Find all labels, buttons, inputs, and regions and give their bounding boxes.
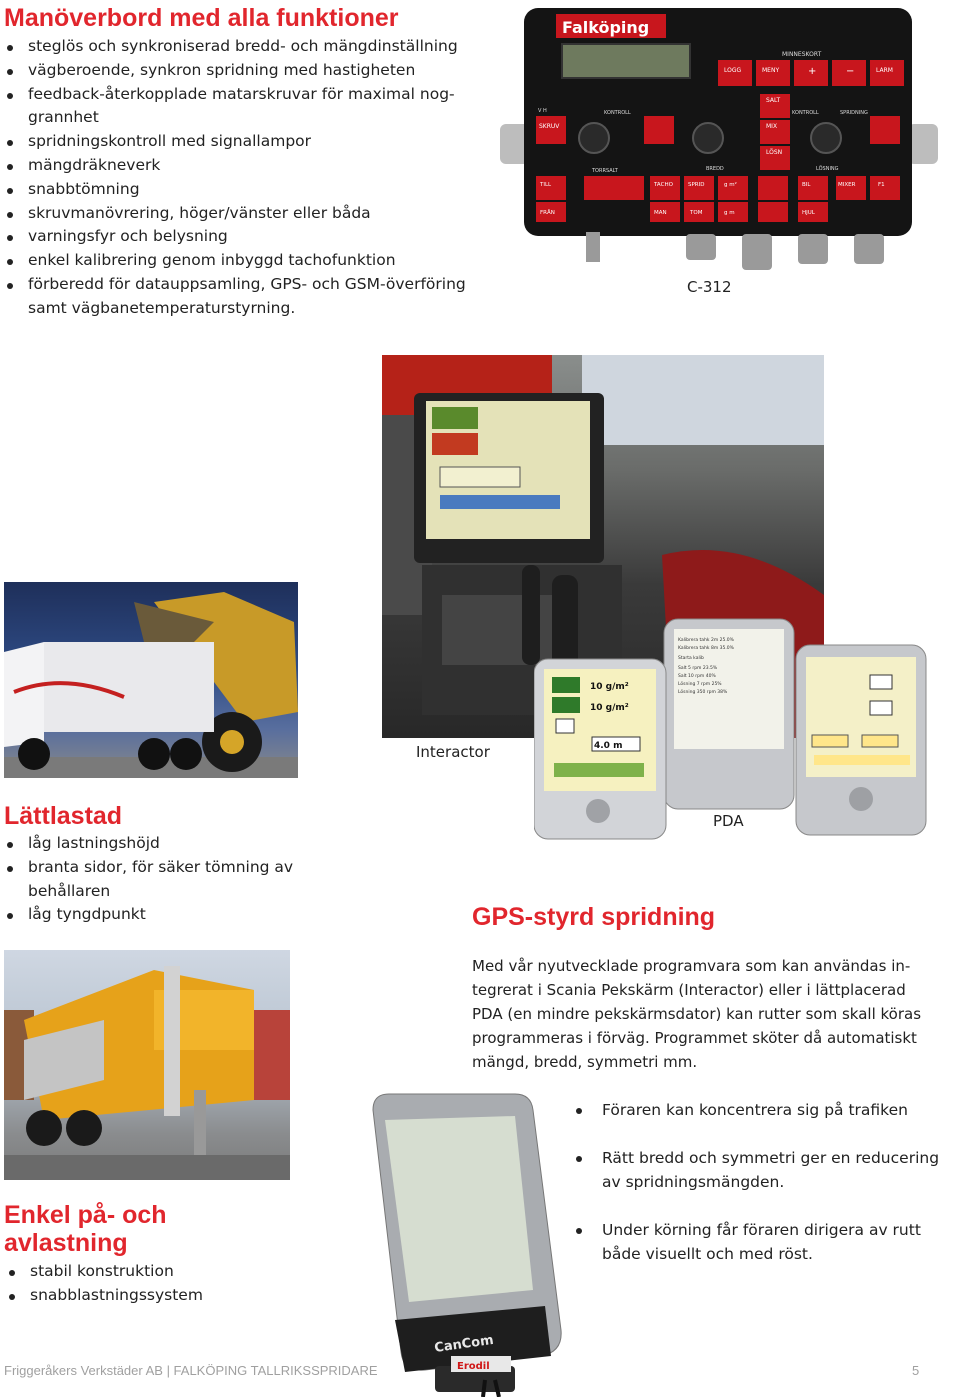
svg-text:TORRSALT: TORRSALT [592,168,618,174]
list-item: enkel kalibrering genom inbyggd tachofunktion [4,249,474,273]
svg-text:SKRUV: SKRUV [539,123,560,130]
svg-text:KONTROLL: KONTROLL [604,110,631,116]
svg-text:LÖSNING: LÖSNING [816,166,839,172]
list-item: feedback-återkopplade matarskruvar för maximal nog- grannhet [4,83,474,131]
panel-brand: Falköping [562,18,650,37]
list-item: spridningskontroll med signallampor [4,130,474,154]
svg-text:LARM: LARM [876,67,893,74]
svg-text:Lösning 350 rpm 38%: Lösning 350 rpm 38% [678,690,728,695]
pda-photo [534,615,934,840]
svg-text:HJUL: HJUL [802,210,815,216]
control-panel-photo [496,4,944,274]
svg-text:Erodil: Erodil [457,1361,490,1372]
svg-text:g m: g m [724,210,735,216]
lattlastad-title: Lättlastad [4,802,123,830]
svg-text:KONTROLL: KONTROLL [792,110,819,116]
list-item: steglös och synkroniserad bredd- och mängdinställning [4,35,474,59]
gps-paragraph: Med vår nyutvecklade programvara som kan användas in- tegrerat i Scania Pekskärm (Interactor) eller i lättplacerad PDA (en mindre pekskärmsdator) kan rutter som skall köras programmeras i förväg. Programmet sköter då automatiskt mängd, bredd, symmetri mm. [472,957,922,1071]
svg-text:−: − [846,66,855,77]
list-item: snabbtömning [4,178,474,202]
spreader-photo [4,950,290,1180]
svg-text:LOGG: LOGG [724,67,742,74]
svg-text:g m²: g m² [724,182,737,188]
loader-photo [4,582,298,778]
list-item: Rätt bredd och symmetri ger en reducering av spridningsmängden. [574,1146,944,1194]
enkel-list [6,1260,306,1308]
c312-caption: C-312 [687,278,732,296]
svg-text:F1: F1 [878,182,885,188]
svg-text:Lösning 7 rpm 25%: Lösning 7 rpm 25% [678,682,722,687]
svg-text:TACHO: TACHO [654,182,673,188]
svg-text:V H: V H [538,108,547,114]
enkel-title: Enkel på- och avlastning [4,1201,167,1257]
svg-text:MAN: MAN [654,210,667,216]
svg-text:LÖSN: LÖSN [766,149,783,156]
svg-text:Starta kalib: Starta kalib [678,656,704,661]
list-item: mängdräkneverk [4,154,474,178]
svg-text:TILL: TILL [540,182,552,188]
svg-text:Salt 10 rpm 40%: Salt 10 rpm 40% [678,674,716,679]
svg-text:Salt 5 rpm 23.5%: Salt 5 rpm 23.5% [678,666,718,671]
list-item: låg lastningshöjd [4,832,304,856]
svg-text:+: + [808,66,817,77]
list-item: Under körning får föraren dirigera av rutt både visuellt och med röst. [574,1218,944,1266]
svg-text:TOM: TOM [690,210,703,216]
pda-caption: PDA [713,812,744,830]
gps-list [574,1098,944,1290]
svg-text:BIL: BIL [802,182,811,188]
list-item: stabil konstruktion [6,1260,306,1284]
features-list [4,35,474,321]
features-title: Manöverbord med alla funktioner [4,4,399,32]
list-item: Föraren kan koncentrera sig på trafiken [574,1098,944,1122]
svg-text:SPRID: SPRID [688,182,705,188]
interactor-caption: Interactor [416,743,490,761]
svg-text:Kalibrera tahk 2m 25.0%: Kalibrera tahk 2m 25.0% [678,638,734,643]
svg-text:10 g/m²: 10 g/m² [590,682,629,692]
lattlastad-list [4,832,304,927]
svg-text:MENY: MENY [762,67,780,74]
footer-text: Friggeråkers Verkstäder AB | FALKÖPING TALLRIKSSPRIDARE [4,1363,378,1378]
svg-text:FRÅN: FRÅN [540,210,555,216]
svg-text:MINNESKORT: MINNESKORT [782,51,822,58]
svg-text:10 g/m²: 10 g/m² [590,703,629,713]
svg-text:4.0 m: 4.0 m [594,741,623,751]
gps-title: GPS-styrd spridning [472,903,716,931]
list-item: vägberoende, synkron spridning med hastigheten [4,59,474,83]
svg-text:MIXER: MIXER [838,182,856,188]
list-item: varningsfyr och belysning [4,225,474,249]
page-number: 5 [912,1363,920,1378]
list-item: branta sidor, för säker tömning av behållaren [4,856,304,904]
list-item: förberedd för datauppsamling, GPS- och GSM-överföring samt vägbanetemperaturstyrning. [4,273,474,321]
svg-text:Kalibrera tahk 8m 35.0%: Kalibrera tahk 8m 35.0% [678,646,734,651]
list-item: skruvmanövrering, höger/vänster eller båda [4,202,474,226]
svg-text:SALT: SALT [766,97,781,104]
svg-text:BREDD: BREDD [706,166,724,172]
list-item: låg tyngdpunkt [4,903,304,927]
svg-text:CanCom: CanCom [433,1332,495,1356]
svg-text:SPRIDNING: SPRIDNING [840,110,868,116]
handheld-photo [365,1090,565,1397]
list-item: snabblastningssystem [6,1284,306,1308]
svg-text:MIX: MIX [766,123,778,130]
